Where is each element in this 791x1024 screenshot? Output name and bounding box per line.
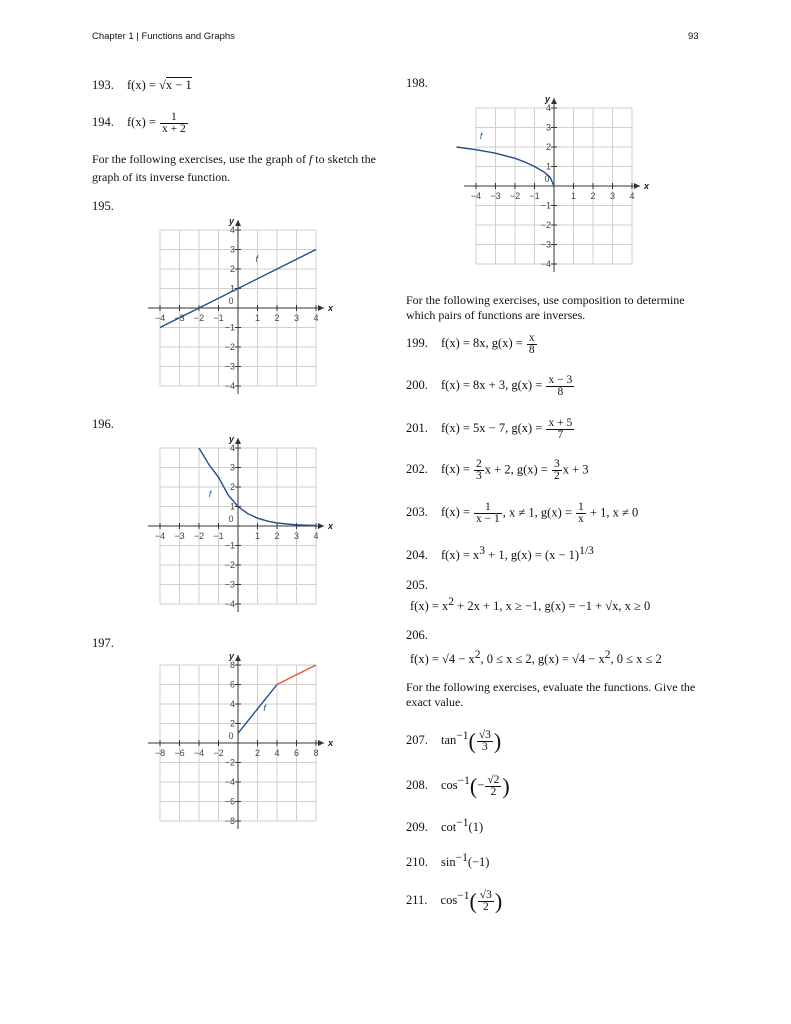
exercise-211 [406,888,502,913]
x-tick-label: 2 [274,531,280,541]
y-tick-label: 2 [229,482,235,492]
function-name: cot [441,820,457,835]
x-tick-label: 0 [228,731,234,741]
fraction [527,333,537,356]
function-label: f [208,488,212,499]
y-tick-label: 1 [229,283,235,294]
instruction-text: to sketch the graph of its inverse function. [92,152,376,184]
y-tick-label: −3 [540,239,551,250]
minus-sign: − [477,778,485,793]
exponent: 3 [479,545,486,557]
numerator: 1 [474,502,502,514]
x-tick-label: 4 [274,748,280,758]
exercise-expression: f(x) = x [410,599,449,614]
exercise-expression: f(x) = √4 − x [410,652,475,667]
y-tick-label: −4 [224,777,235,787]
exercise-203 [406,502,638,525]
exercise-expression: + 1, x ≠ 0 [586,505,639,520]
y-tick-label: 2 [545,142,551,152]
exercise-expression: f(x) = [441,462,474,477]
exercise-expression: + 2x + 1, x ≥ −1, g(x) = −1 + √x, x ≥ 0 [454,599,651,614]
chapter-header: Chapter 1 | Functions and Graphs [92,31,235,42]
exercise-205 [410,594,650,614]
x-tick-label: 3 [293,313,300,323]
y-tick-label: 4 [229,699,235,709]
exponent: −1 [457,775,470,787]
instruction-evaluate: For the following exercises, evaluate the functions. Give the exact value. [406,680,696,709]
denominator: 2 [482,900,489,913]
y-axis-label: y [229,651,235,661]
fraction [546,375,574,398]
right-paren: ) [493,728,502,754]
exercise-193 [92,77,192,93]
exponent: −1 [455,852,468,864]
function-name: f [308,152,313,166]
instruction-text: For the following exercises, use the graph of [92,152,309,166]
denominator: 2 [553,470,560,482]
function-label: f [479,131,483,142]
fraction [474,459,484,482]
y-tick-label: −4 [224,381,235,391]
argument: (−1) [467,855,490,870]
fraction [478,890,494,913]
numerator: √3 [479,888,492,901]
x-tick-label: −3 [174,313,185,323]
x-tick-label: −2 [193,313,205,323]
exercise-expression: f(x) = 8x + 3, g(x) = [441,378,546,393]
exercise-205-number: 205. [406,578,428,592]
x-tick-label: 1 [254,531,261,541]
y-tick-label: −3 [224,579,235,590]
exercise-197-number: 197. [92,636,114,650]
denominator: x [578,513,584,525]
instruction-composition: For the following exercises, use composition to determine which pairs of functions are inverses. [406,293,685,322]
fraction [474,502,502,525]
exercise-lhs: f(x) = [127,78,160,92]
y-tick-label: 3 [229,244,235,255]
exponent: −1 [456,817,469,829]
numerator: x + 5 [548,417,573,429]
y-axis-arrow [235,438,241,444]
exercise-210 [406,850,489,870]
page-number: 93 [688,31,699,42]
denominator: 3 [476,470,482,482]
exercise-expression: f(x) = 8x, g(x) = [441,336,526,351]
y-tick-label: 1 [229,501,235,512]
exercise-expression: , 0 ≤ x ≤ 2, g(x) = √4 − x [480,652,605,667]
exercise-196-number: 196. [92,417,114,431]
x-axis-label: x [328,303,334,313]
denominator: x − 1 [476,513,500,525]
fraction [485,775,501,798]
exercise-194 [92,112,189,135]
radicand: x − 1 [165,78,192,92]
y-tick-label: 8 [229,660,235,670]
exponent: 1/3 [579,545,594,557]
exercise-expression: f(x) = x [441,548,480,563]
exercise-expression: f(x) = [441,505,474,520]
y-axis-label: y [545,94,551,104]
exercise-number: 211. [406,893,428,908]
function-name: cos [441,778,458,793]
fraction [576,502,586,525]
denominator: 8 [557,386,564,398]
x-axis-label: x [644,181,650,191]
denominator: 3 [482,740,488,753]
x-axis-label: x [328,521,334,531]
exponent: −1 [457,890,470,902]
y-axis-arrow [235,655,241,661]
exercise-number: 200. [406,378,428,393]
exercise-198-number: 198. [406,76,428,90]
x-axis-arrow [318,305,324,311]
x-tick-label: 0 [228,296,234,306]
x-tick-label: 3 [609,191,616,201]
x-tick-label: 0 [228,514,234,524]
exercise-195-number: 195. [92,199,114,213]
x-tick-label: 2 [254,748,261,758]
x-tick-label: −2 [193,531,205,541]
x-axis-arrow [318,523,324,529]
y-axis-label: y [229,216,235,226]
exercise-expression: + 1, g(x) = (x − 1) [485,548,580,563]
x-tick-label: 1 [254,313,261,323]
x-tick-label: −2 [509,191,521,201]
exercise-lhs: f(x) = [127,115,160,130]
left-paren: ( [468,728,476,754]
fraction [477,730,493,753]
graph-197 [140,645,340,835]
exercise-number: 208. [406,778,428,793]
exercise-206-number: 206. [406,628,428,642]
x-axis-arrow [318,740,324,746]
exponent: −1 [456,730,469,742]
exercise-number: 209. [406,820,428,835]
x-tick-label: 4 [313,313,319,323]
y-tick-label: −4 [540,259,551,269]
y-tick-label: 2 [229,718,235,729]
fraction [552,459,562,482]
numerator: √3 [478,728,491,741]
exponent: 2 [474,649,481,661]
exercise-number: 204. [406,548,428,563]
numerator: 2 [476,458,482,470]
x-tick-label: −4 [154,313,166,323]
exercise-number: 193. [92,78,114,92]
x-tick-label: −4 [470,191,482,201]
exercise-number: 210. [406,855,428,870]
y-tick-label: −1 [224,322,235,333]
graph-195 [140,210,340,400]
graph-198 [456,88,656,278]
fraction [546,418,574,441]
exercise-204 [406,543,594,563]
function-label: f [255,254,259,265]
right-paren: ) [502,773,510,799]
y-axis-arrow [235,220,241,226]
numerator: x − 3 [548,374,573,386]
x-tick-label: 8 [313,748,319,758]
y-tick-label: 4 [229,443,235,453]
exercise-199 [406,333,538,356]
denominator: 7 [557,429,564,441]
exponent: 2 [604,649,611,661]
y-tick-label: −1 [540,200,551,211]
x-tick-label: −6 [174,748,185,758]
exercise-number: 207. [406,733,428,748]
numerator: 1 [578,501,584,513]
denominator: 8 [528,344,535,356]
x-tick-label: −8 [154,748,166,758]
radical-sign: √ [159,78,166,92]
x-tick-label: 0 [544,174,550,184]
left-paren: ( [469,773,478,799]
exercise-number: 203. [406,505,428,520]
exercise-number: 201. [406,421,428,436]
x-tick-label: 6 [293,748,300,758]
numerator: x [528,332,535,344]
numerator: 3 [553,458,560,470]
y-tick-label: −3 [224,361,235,372]
y-tick-label: 6 [229,679,235,690]
y-tick-label: −6 [224,796,235,807]
numerator: 1 [160,112,188,124]
x-tick-label: −4 [193,748,205,758]
exercise-expression: , 0 ≤ x ≤ 2 [610,652,662,667]
y-tick-label: −2 [224,342,235,352]
right-paren: ) [494,888,503,914]
graph-196 [140,428,340,618]
y-tick-label: 3 [545,122,551,133]
function-name: tan [441,733,457,748]
y-tick-label: −2 [224,757,235,768]
exercise-207 [406,728,501,753]
exercise-202 [406,459,589,482]
exercise-expression: x + 3 [562,462,589,477]
y-tick-label: 3 [229,462,235,473]
x-tick-label: −3 [490,191,501,201]
denominator: 2 [490,785,497,798]
exercise-201 [406,418,575,441]
x-tick-label: −3 [174,531,185,541]
x-tick-label: 4 [313,531,319,541]
y-axis-label: y [229,434,235,444]
x-tick-label: 2 [274,313,280,323]
x-tick-label: −4 [154,531,166,541]
x-tick-label: −2 [213,748,224,758]
exercise-209 [406,815,483,835]
numerator: √2 [487,773,500,786]
exercise-number: 199. [406,336,428,351]
y-tick-label: 1 [545,161,551,172]
x-tick-label: 3 [293,531,300,541]
x-tick-label: −1 [213,313,224,323]
x-tick-label: −1 [529,191,540,201]
y-tick-label: 4 [545,103,551,113]
argument: (1) [468,820,484,835]
y-tick-label: −8 [224,816,235,826]
x-axis-label: x [328,738,334,748]
y-tick-label: −2 [540,220,551,230]
exercise-208 [406,773,510,798]
exercise-expression: f(x) = 5x − 7, g(x) = [441,421,546,436]
exercise-number: 194. [92,115,114,130]
left-paren: ( [469,888,477,914]
exercise-206 [410,647,662,667]
x-tick-label: 2 [590,191,596,201]
y-axis-arrow [551,98,557,104]
function-label: f [263,702,266,713]
exercise-expression: , x ≠ 1, g(x) = [502,505,576,520]
y-tick-label: 4 [229,225,235,235]
fraction [160,112,188,135]
exercise-expression: x + 2, g(x) = [484,462,551,477]
x-tick-label: −1 [213,531,224,541]
instruction-inverse [92,150,386,186]
exercise-200 [406,375,575,398]
y-tick-label: 2 [229,264,235,274]
y-tick-label: −2 [224,560,235,570]
x-axis-arrow [634,183,640,189]
denominator: x + 2 [162,123,186,135]
x-tick-label: 1 [570,191,577,201]
y-tick-label: −1 [224,540,235,551]
exercise-number: 202. [406,462,428,477]
x-tick-label: 4 [629,191,635,201]
function-name: sin [441,855,456,870]
exponent: 2 [448,596,455,608]
function-name: cos [440,893,458,908]
y-tick-label: −4 [224,599,235,609]
